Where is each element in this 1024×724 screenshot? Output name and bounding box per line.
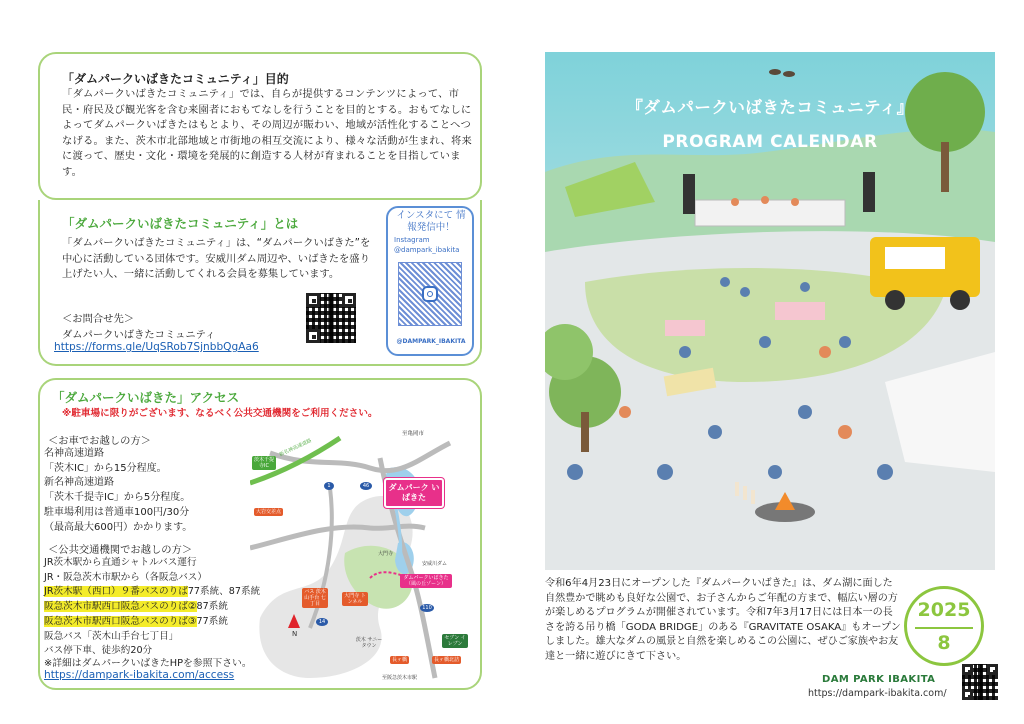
bus-line-highlight: 阪急茨木市駅西口阪急バスのりば③: [44, 615, 197, 627]
footer-brand: DAM PARK IBAKITA: [822, 674, 936, 685]
map-label-tunnel: 大門寺 トンネル: [342, 592, 368, 606]
access-map: [250, 428, 476, 686]
bus-stop-line: 阪急バス「茨木山手台七丁目」: [44, 630, 179, 642]
transit-line: JR・阪急茨木市駅から（各阪急バス）: [44, 571, 207, 583]
poster-title-jp: 『ダムパークいばきたコミュニティ』: [626, 98, 914, 117]
transit-line: JR茨木駅から直通シャトルバス運行: [44, 557, 197, 568]
map-route-1: 1: [324, 482, 334, 490]
map-label-ibaraki: 茨木 サニータウン: [355, 637, 383, 649]
access-notice: ※駐車場に限りがございます、なるべく公共交通機関をご利用ください。: [62, 408, 378, 419]
map-label-bus-stop: バス 茨木山手台 七丁目: [302, 588, 328, 608]
map-label-nagaraya: 長ヶ橋: [392, 657, 408, 663]
bus-line-highlight: 阪急茨木市駅西口阪急バスのりば②: [44, 601, 197, 613]
footer-url-link[interactable]: https://dampark-ibakita.com/: [808, 688, 947, 699]
map-label-north-city: 至亀岡市: [402, 431, 425, 437]
map-label-expressway: 新名神高速道路: [278, 437, 313, 459]
instagram-footer: @DAMPARK_IBAKITA: [396, 338, 466, 345]
car-line: 新名神高速道路: [44, 477, 114, 489]
instagram-icon: [422, 286, 438, 302]
contact-url-link[interactable]: https://forms.gle/UqSRob7SjnbbQgAa6: [54, 341, 259, 353]
access-title: 「ダムパークいばきた」アクセス: [52, 390, 240, 405]
badge-month: 8: [937, 632, 951, 654]
detail-note: ※詳細はダムパークいばきたHPを参照下さい。: [44, 658, 252, 669]
bus-line: [44, 615, 260, 630]
car-lines: [44, 447, 192, 535]
map-label-nagaraya2: 長ヶ橋北詰: [434, 657, 460, 663]
north-arrow-icon: [288, 614, 300, 628]
purpose-body: 「ダムパークいばきたコミュニティ」では、自らが提供するコンテンツによって、市民・府民及び観光客を含む来園者におもてなしを行うことを目的とする。おもてなしによってダムパークいばきたはもとより、その周辺が賑わい、地域が活性化することへつなげる。また、茨木市北部地域と市街地の相互交流により、様々な活動が生まれ、将来に渡って、歴史・文化・環境を発展的に創造する人材が育まれることを目指しています。: [62, 88, 472, 178]
about-body: 「ダムパークいばきたコミュニティ」は、“ダムパークいばきた”を中心に活動している団体です。安威川ダム周辺や、いばきたを盛り上げたい人、一緒に活動してくれる会員を募集しています。: [62, 237, 371, 281]
transit-heading: ＜公共交通機関でお越しの方＞: [48, 544, 193, 556]
bus-line-highlight: JR茨木駅（西口）９番バスのりば: [44, 586, 188, 598]
park-scene-svg: [545, 52, 995, 570]
poster-illustration: [545, 52, 995, 570]
car-line: 「茨木IC」から15分程度。: [44, 462, 167, 474]
contact-name: ダムパークいばきたコミュニティ: [62, 329, 216, 341]
car-line: 駐車場利用は普通車100円/30分: [44, 506, 190, 518]
map-route-46: 46: [360, 482, 372, 490]
map-label-daimon: 大門寺: [378, 551, 394, 557]
map-route-14: 14: [316, 618, 328, 626]
footer-qr-code[interactable]: [962, 664, 998, 700]
map-label-dam: 安威川ダム: [422, 561, 448, 567]
car-line: 「茨木千提寺IC」から5分程度。: [44, 492, 191, 504]
poster-title-en: PROGRAM CALENDAR: [662, 132, 878, 152]
access-url-link[interactable]: https://dampark-ibakita.com/access: [44, 669, 235, 681]
map-label-oiwa: 大岩交差点: [256, 509, 282, 515]
map-label-ibaraki-station: 至阪急茨木市駅: [382, 675, 418, 681]
map-label-park-small: ダムパークいばきた（風の丘ゾーン）: [400, 574, 452, 588]
instagram-headline: インスタにて 情報発信中！: [396, 210, 466, 233]
contact-label: ＜お問合せ先＞: [62, 313, 135, 325]
transit-lines: [44, 556, 260, 659]
instagram-handle: @dampark_ibakita: [394, 246, 460, 254]
year-month-badge: [904, 586, 984, 666]
bus-stop-line: バス停下車、徒歩約20分: [44, 645, 153, 657]
instagram-label: Instagram: [394, 236, 430, 244]
bus-line-rest: 77系統、87系統: [187, 586, 261, 598]
bus-line: [44, 585, 260, 600]
car-line: （最高最大600円）かかります。: [44, 521, 193, 533]
bus-line-rest: 77系統: [196, 615, 228, 627]
intro-text: 令和6年4月23日にオープンした『ダムパークいばきた』は、ダム湖に面した自然豊かで眺めも良好な公園で、お子さんからご年配の方まで、幅広い層の方が楽しめるプログラムが開催されています。令和7年3月17日には日本一の長さを誇る吊り橋「GODA BRIDGE」のある『GRAVITATE OSAKA』もオープンしました。雄大なダムの風景と自然を楽しめるこの公園に、ぜひご家族やお友達と一緒に遊びにきて下さい。: [545, 578, 901, 662]
purpose-title: 「ダムパークいばきたコミュニティ」目的: [62, 72, 289, 86]
contact-qr-code[interactable]: [306, 293, 356, 343]
map-north-label: N: [292, 630, 298, 638]
bus-line-rest: 87系統: [196, 601, 228, 613]
badge-year: 2025: [917, 599, 971, 621]
bus-line: [44, 600, 260, 615]
about-title: 「ダムパークいばきたコミュニティ」とは: [62, 216, 299, 231]
instagram-qr-code[interactable]: [398, 262, 462, 326]
badge-divider: [915, 627, 973, 629]
map-label-ic: 茨木千提寺IC: [254, 457, 275, 469]
map-route-110: 110: [420, 604, 434, 612]
map-label-seven: セブン イレブン: [442, 634, 468, 648]
map-park-badge: ダムパーク いばきた: [384, 478, 444, 508]
car-line: 名神高速道路: [44, 448, 104, 459]
car-heading: ＜お車でお越しの方＞: [48, 435, 151, 447]
